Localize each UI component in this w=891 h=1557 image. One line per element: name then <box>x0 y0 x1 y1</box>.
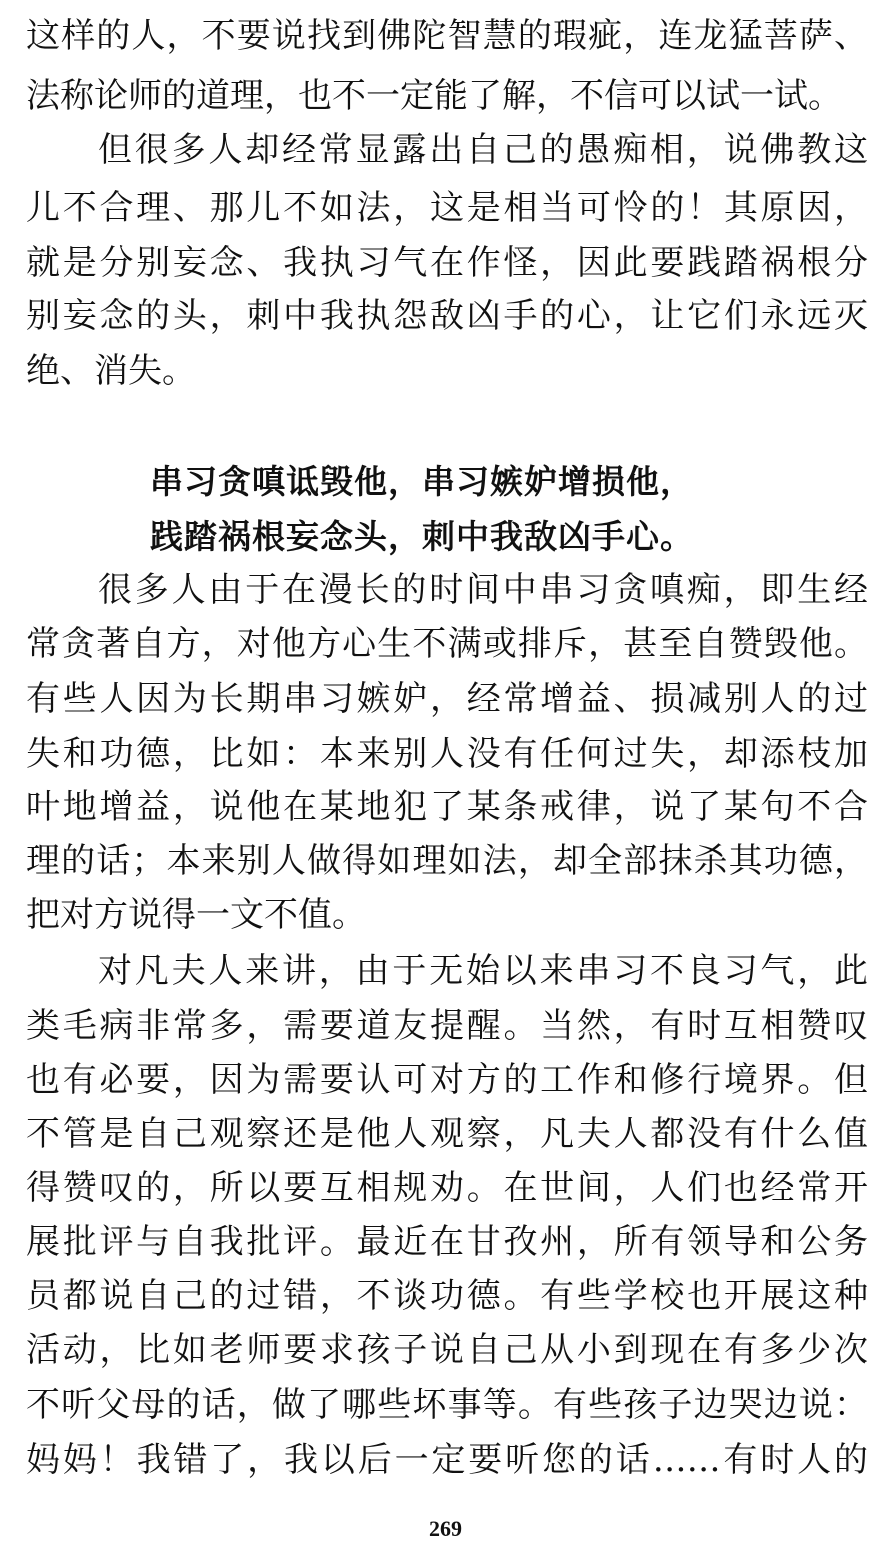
text-line: 妈妈！我错了，我以后一定要听您的话……有时人的 <box>26 1440 868 1480</box>
text-line: 不听父母的话，做了哪些坏事等。有些孩子边哭边说： <box>26 1385 868 1425</box>
text-line: 儿不合理、那儿不如法，这是相当可怜的！其原因， <box>26 188 868 228</box>
text-line: 有些人因为长期串习嫉妒，经常增益、损减别人的过 <box>26 679 868 719</box>
text-line: 得赞叹的，所以要互相规劝。在世间，人们也经常开 <box>26 1168 868 1208</box>
text-line: 类毛病非常多，需要道友提醒。当然，有时互相赞叹 <box>26 1006 868 1046</box>
text-line: 也有必要，因为需要认可对方的工作和修行境界。但 <box>26 1060 868 1100</box>
text-line: 把对方说得一文不值。 <box>26 895 366 935</box>
text-line: 这样的人，不要说找到佛陀智慧的瑕疵，连龙猛菩萨、 <box>26 16 868 56</box>
text-line: 常贪著自方，对他方心生不满或排斥，甚至自赞毁他。 <box>26 624 868 664</box>
text-line: 失和功德，比如：本来别人没有任何过失，却添枝加 <box>26 734 868 774</box>
text-line: 叶地增益，说他在某地犯了某条戒律，说了某句不合 <box>26 787 868 827</box>
text-line: 绝、消失。 <box>26 351 196 391</box>
text-line: 活动，比如老师要求孩子说自己从小到现在有多少次 <box>26 1330 868 1370</box>
text-line: 展批评与自我批评。最近在甘孜州，所有领导和公务 <box>26 1222 868 1262</box>
text-line: 员都说自己的过错，不谈功德。有些学校也开展这种 <box>26 1276 868 1316</box>
text-line: 别妄念的头，刺中我执怨敌凶手的心，让它们永远灭 <box>26 296 868 336</box>
text-line: 理的话；本来别人做得如理如法，却全部抹杀其功德， <box>26 841 868 881</box>
text-line: 就是分别妄念、我执习气在作怪，因此要践踏祸根分 <box>26 243 868 283</box>
page-number: 269 <box>429 1516 462 1541</box>
text-line: 但很多人却经常显露出自己的愚痴相，说佛教这 <box>98 130 868 170</box>
verse-line: 践踏祸根妄念头，刺中我敌凶手心。 <box>150 517 694 556</box>
text-line: 很多人由于在漫长的时间中串习贪嗔痴，即生经 <box>98 570 868 610</box>
verse-line: 串习贪嗔诋毁他，串习嫉妒增损他， <box>150 462 694 501</box>
text-line: 对凡夫人来讲，由于无始以来串习不良习气，此 <box>98 951 868 991</box>
text-line: 不管是自己观察还是他人观察，凡夫人都没有什么值 <box>26 1114 868 1154</box>
text-line: 法称论师的道理，也不一定能了解，不信可以试一试。 <box>26 76 842 116</box>
